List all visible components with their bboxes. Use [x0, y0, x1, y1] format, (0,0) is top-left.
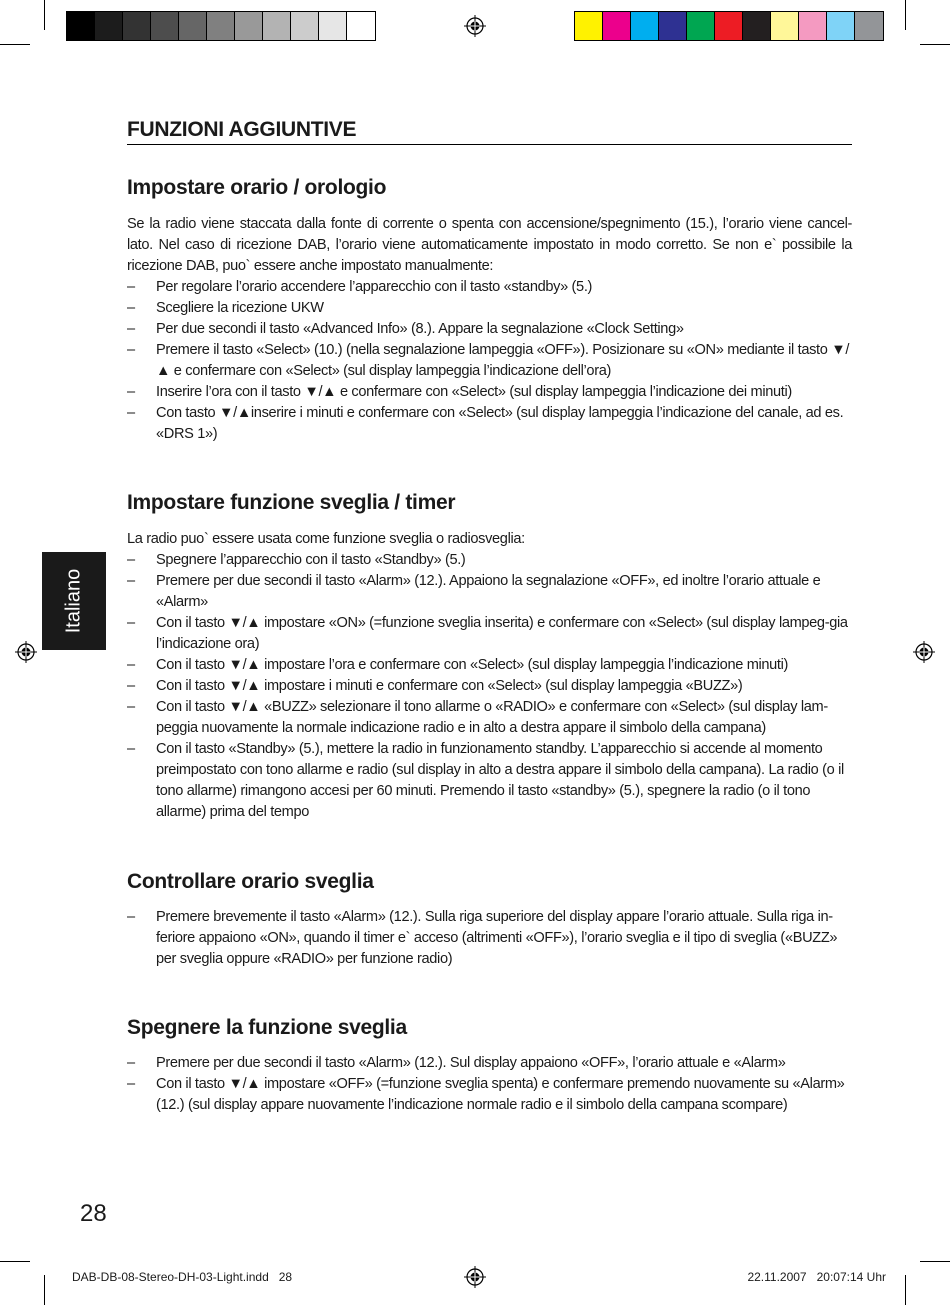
list-item-text: Con il tasto ▼/▲ impostare i minuti e confermare con «Select» (sul display lampeggia «BUZZ») [156, 678, 743, 694]
page-number: 28 [80, 1200, 107, 1227]
language-side-tab [42, 552, 106, 650]
gray-swatch-bar [66, 11, 376, 41]
color-swatch [263, 12, 291, 40]
list-item [127, 613, 852, 655]
color-swatch [771, 12, 799, 40]
list-item [127, 655, 852, 676]
list-item [127, 340, 852, 382]
color-swatch [319, 12, 347, 40]
color-swatch [235, 12, 263, 40]
list-item-text: Premere per due secondi il tasto «Alarm» (12.). Sul display appaiono «OFF», l’orario attuale e «Alarm» [156, 1055, 786, 1071]
color-swatch [95, 12, 123, 40]
chapter-title: FUNZIONI AGGIUNTIVE [127, 118, 852, 145]
color-swatch [687, 12, 715, 40]
list-item [127, 1074, 852, 1116]
list-item [127, 403, 852, 445]
dash-bullet: – [127, 300, 135, 316]
crop-mark [920, 1261, 950, 1262]
color-swatch [855, 12, 883, 40]
registration-mark-icon [913, 641, 935, 663]
list-item-text: Con tasto ▼/▲inserire i minuti e confermare con «Select» (sul display lampeggia l’indicazione del canale, ad es. «DRS 1») [156, 405, 844, 442]
dash-bullet: – [127, 657, 135, 673]
list-item [127, 1053, 852, 1074]
registration-mark-icon [464, 15, 486, 37]
crop-mark [0, 1261, 30, 1262]
dash-bullet: – [127, 279, 135, 295]
crop-mark [0, 44, 30, 45]
footer-date: 22.11.2007 20:07:14 Uhr [747, 1270, 886, 1284]
list-item [127, 298, 852, 319]
section-title: Impostare funzione sveglia / timer [127, 491, 456, 514]
crop-mark [44, 1275, 45, 1305]
section-intro: La radio puo` essere usata come funzione sveglia o radiosveglia: [127, 531, 525, 547]
section-intro: Se la radio viene staccata dalla fonte di corrente o spenta con accensione/spegnimento (15.), l’orario viene cancel-lato. Nel caso di ricezione DAB, l’orario viene automaticamente impostato in modo corretto. Se non e` possibile la ricezione DAB, puo` essere anche impostato manualmente: [127, 216, 852, 274]
color-swatch [207, 12, 235, 40]
list-item-text: Per regolare l’orario accendere l’apparecchio con il tasto «standby» (5.) [156, 279, 593, 295]
list-item [127, 277, 852, 298]
section-title: Impostare orario / orologio [127, 176, 387, 199]
list-item-text: Con il tasto ▼/▲ impostare «OFF» (=funzione sveglia spenta) e confermare premendo nuovamente su «Alarm» (12.) (sul display appare nuovamente l’indicazione normale radio e il simbolo della campana scompare) [156, 1076, 845, 1113]
list-item-text: Con il tasto «Standby» (5.), mettere la radio in funzionamento standby. L’apparecchio si accende al momento preimpostato con tono allarme e radio (sul display in alto a destra appare il simbolo della campana). La radio (o il tono allarme) rimangono accesi per 60 minuti. Premendo il tasto «standby» (5.), spegnere la radio (o il tono allarme) prima del tempo [156, 741, 844, 820]
dash-bullet: – [127, 405, 135, 421]
registration-mark-icon [464, 1266, 486, 1288]
color-swatch [631, 12, 659, 40]
color-swatch [151, 12, 179, 40]
crop-mark [44, 0, 45, 30]
list-item [127, 676, 852, 697]
dash-bullet: – [127, 909, 135, 925]
list-item-text: Spegnere l’apparecchio con il tasto «Standby» (5.) [156, 552, 466, 568]
language-label: Italiano [62, 568, 85, 634]
color-swatch [67, 12, 95, 40]
list-item [127, 382, 852, 403]
list-item [127, 739, 852, 823]
dash-bullet: – [127, 1076, 135, 1092]
dash-bullet: – [127, 615, 135, 631]
color-swatch [123, 12, 151, 40]
instruction-list [127, 1053, 852, 1116]
list-item-text: Scegliere la ricezione UKW [156, 300, 324, 316]
list-item-text: Premere per due secondi il tasto «Alarm» (12.). Appaiono la segnalazione «OFF», ed inoltre l’orario attuale e «Alarm» [156, 573, 821, 610]
list-item-text: Con il tasto ▼/▲ impostare «ON» (=funzione sveglia inserita) e confermare con «Select» (sul display lampeg-gia l’indicazione ora) [156, 615, 848, 652]
instruction-list [127, 550, 852, 823]
dash-bullet: – [127, 342, 135, 358]
color-swatch-bar [574, 11, 884, 41]
crop-mark [905, 0, 906, 30]
dash-bullet: – [127, 1055, 135, 1071]
list-item [127, 697, 852, 739]
color-swatch [575, 12, 603, 40]
list-item [127, 319, 852, 340]
dash-bullet: – [127, 699, 135, 715]
color-swatch [799, 12, 827, 40]
dash-bullet: – [127, 321, 135, 337]
list-item [127, 550, 852, 571]
dash-bullet: – [127, 573, 135, 589]
dash-bullet: – [127, 384, 135, 400]
instruction-list [127, 277, 852, 445]
crop-mark [905, 1275, 906, 1305]
color-swatch [347, 12, 375, 40]
crop-mark [920, 44, 950, 45]
color-swatch [603, 12, 631, 40]
list-item-text: Inserire l’ora con il tasto ▼/▲ e confermare con «Select» (sul display lampeggia l’indicazione dei minuti) [156, 384, 792, 400]
dash-bullet: – [127, 552, 135, 568]
footer-file-name: DAB-DB-08-Stereo-DH-03-Light.indd 28 [72, 1270, 293, 1284]
list-item-text: Per due secondi il tasto «Advanced Info» (8.). Appare la segnalazione «Clock Setting» [156, 321, 684, 337]
list-item [127, 571, 852, 613]
list-item [127, 907, 852, 970]
list-item-text: Con il tasto ▼/▲ «BUZZ» selezionare il tono allarme o «RADIO» e confermare con «Select» (sul display lam-peggia nuovamente la normale indicazione radio e in alto a destra appare il simbolo della campana) [156, 699, 828, 736]
color-swatch [179, 12, 207, 40]
list-item-text: Premere il tasto «Select» (10.) (nella segnalazione lampeggia «OFF»). Posizionare su «ON» mediante il tasto ▼/▲ e confermare con «Select» (sul display lampeggia l’indicazione dell’ora) [156, 342, 850, 379]
dash-bullet: – [127, 741, 135, 757]
color-swatch [715, 12, 743, 40]
color-swatch [743, 12, 771, 40]
dash-bullet: – [127, 678, 135, 694]
list-item-text: Con il tasto ▼/▲ impostare l’ora e confermare con «Select» (sul display lampeggia l’indicazione minuti) [156, 657, 789, 673]
list-item-text: Premere brevemente il tasto «Alarm» (12.). Sulla riga superiore del display appare l’orario attuale. Sulla riga in-feriore appaiono «ON», quando il timer e` acceso (altrimenti «OFF»), l’orario sveglia e il tipo di sveglia («BUZZ» per sveglia oppure «RADIO» per funzione radio) [156, 909, 838, 967]
registration-mark-icon [15, 641, 37, 663]
color-swatch [659, 12, 687, 40]
instruction-list [127, 907, 852, 970]
color-swatch [827, 12, 855, 40]
color-swatch [291, 12, 319, 40]
section-title: Spegnere la funzione sveglia [127, 1016, 407, 1039]
section-title: Controllare orario sveglia [127, 870, 374, 893]
